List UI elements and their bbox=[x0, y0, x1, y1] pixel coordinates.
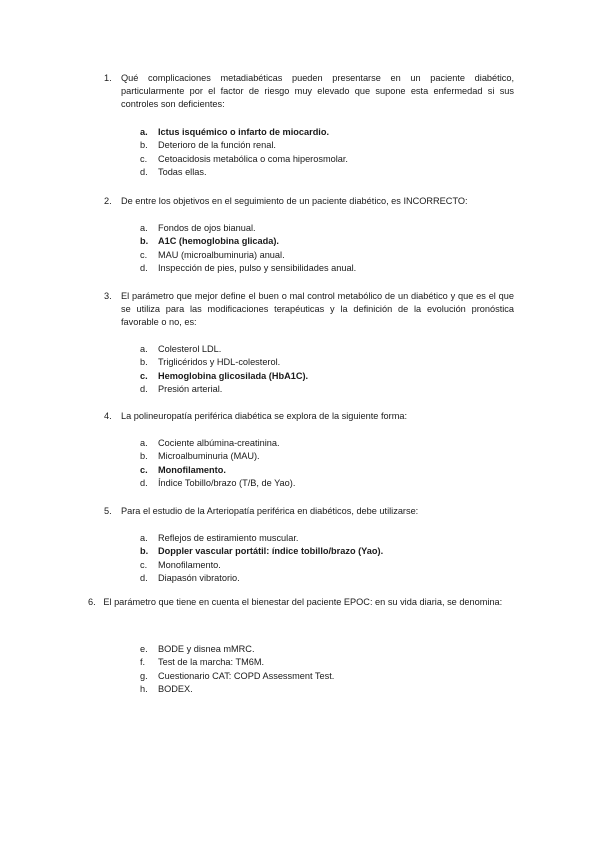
option-text: BODE y disnea mMRC. bbox=[158, 644, 255, 654]
option-text: Colesterol LDL. bbox=[158, 344, 222, 354]
question-2 bbox=[104, 195, 514, 208]
option-letter: b. bbox=[140, 236, 149, 247]
option-text: Cociente albúmina-creatinina. bbox=[158, 438, 280, 448]
question-text: El parámetro que mejor define el buen o mal control metabólico de un diabético y que es el que se utiliza para las modificaciones terapéuticas y la definición de la evolución pronóstica favorable o no, es: bbox=[121, 291, 514, 327]
option-letter: c. bbox=[140, 559, 148, 570]
option-item bbox=[140, 670, 500, 683]
option-item bbox=[140, 532, 500, 545]
option-text: Índice Tobillo/brazo (T/B, de Yao). bbox=[158, 478, 296, 489]
option-text: Doppler vascular portátil: índice tobillo/brazo (Yao). bbox=[158, 546, 384, 557]
option-text: Hemoglobina glicosilada (HbA1C). bbox=[158, 370, 309, 381]
question-text: La polineuropatía periférica diabética se explora de la siguiente forma: bbox=[121, 411, 408, 421]
option-item bbox=[140, 683, 500, 696]
question-text: De entre los objetivos en el seguimiento de un paciente diabético, es INCORRECTO: bbox=[121, 196, 468, 206]
option-letter: b. bbox=[140, 546, 149, 557]
option-item bbox=[140, 222, 500, 235]
option-text: Cuestionario CAT: COPD Assessment Test. bbox=[158, 670, 335, 681]
option-letter: a. bbox=[140, 127, 148, 137]
option-item bbox=[140, 383, 500, 396]
option-item bbox=[140, 235, 500, 248]
option-item bbox=[140, 126, 500, 139]
option-item bbox=[140, 437, 500, 450]
option-text: Monofilamento. bbox=[158, 559, 221, 570]
option-letter: c. bbox=[140, 370, 148, 381]
option-item bbox=[140, 166, 500, 179]
option-text: Reflejos de estiramiento muscular. bbox=[158, 533, 299, 543]
option-letter: c. bbox=[140, 153, 148, 164]
question-number: 5. bbox=[104, 506, 112, 516]
option-letter: b. bbox=[140, 357, 148, 368]
option-text: Inspección de pies, pulso y sensibilidades anual. bbox=[158, 263, 357, 274]
option-text: Todas ellas. bbox=[158, 167, 207, 178]
option-item bbox=[140, 477, 500, 490]
option-letter: b. bbox=[140, 140, 148, 151]
option-letter: c. bbox=[140, 464, 148, 475]
option-item bbox=[140, 572, 500, 585]
option-text: Deterioro de la función renal. bbox=[158, 140, 276, 151]
option-letter: d. bbox=[140, 167, 148, 178]
question-text bbox=[88, 596, 514, 609]
question-number: 3. bbox=[104, 291, 112, 301]
option-letter: a. bbox=[140, 223, 148, 233]
question-text-body: El parámetro que tiene en cuenta el bienestar del paciente EPOC: en su vida diaria, se denomina: bbox=[103, 597, 503, 607]
option-letter: e. bbox=[140, 644, 148, 654]
options-list-5 bbox=[140, 532, 500, 586]
option-item bbox=[140, 356, 500, 369]
option-item bbox=[140, 559, 500, 572]
option-item bbox=[140, 343, 500, 356]
option-item bbox=[140, 450, 500, 463]
question-text: Para el estudio de la Arteriopatía periférica en diabéticos, debe utilizarse: bbox=[121, 506, 419, 516]
options-list-1 bbox=[140, 126, 500, 180]
option-item bbox=[140, 262, 500, 275]
option-text: Diapasón vibratorio. bbox=[158, 573, 240, 584]
question-1 bbox=[104, 72, 514, 111]
question-number: 4. bbox=[104, 411, 112, 421]
option-item bbox=[140, 656, 500, 669]
question-6 bbox=[88, 596, 514, 609]
options-list-3 bbox=[140, 343, 500, 397]
option-item bbox=[140, 643, 500, 656]
question-text: Qué complicaciones metadiabéticas pueden presentarse en un paciente diabético, particularmente por el factor de riesgo muy elevado que supone esta enfermedad si sus controles son deficientes: bbox=[121, 73, 514, 109]
question-5 bbox=[104, 505, 514, 518]
option-item bbox=[140, 370, 500, 383]
option-text: Microalbuminuria (MAU). bbox=[158, 451, 260, 462]
option-text: BODEX. bbox=[158, 684, 193, 695]
option-text: A1C (hemoglobina glicada). bbox=[158, 236, 279, 247]
option-text: Test de la marcha: TM6M. bbox=[158, 657, 265, 668]
option-letter: d. bbox=[140, 384, 148, 395]
option-letter: f. bbox=[140, 657, 146, 668]
option-text: Ictus isquémico o infarto de miocardio. bbox=[158, 127, 330, 137]
option-text: Monofilamento. bbox=[158, 464, 226, 475]
option-letter: g. bbox=[140, 670, 148, 681]
option-text: Triglicéridos y HDL-colesterol. bbox=[158, 357, 281, 368]
options-list-2 bbox=[140, 222, 500, 276]
question-number: 6. bbox=[88, 597, 96, 607]
option-text: Cetoacidosis metabólica o coma hiperosmolar. bbox=[158, 153, 348, 164]
question-4 bbox=[104, 410, 514, 423]
option-letter: b. bbox=[140, 451, 148, 462]
option-letter: h. bbox=[140, 684, 148, 695]
question-number: 1. bbox=[104, 73, 112, 83]
option-letter: d. bbox=[140, 478, 148, 489]
question-3 bbox=[104, 290, 514, 329]
option-letter: c. bbox=[140, 249, 148, 260]
question-number: 2. bbox=[104, 196, 112, 206]
option-item bbox=[140, 249, 500, 262]
options-list-4 bbox=[140, 437, 500, 491]
option-item bbox=[140, 153, 500, 166]
option-text: Fondos de ojos bianual. bbox=[158, 223, 256, 233]
option-letter: a. bbox=[140, 438, 148, 448]
option-letter: a. bbox=[140, 533, 148, 543]
option-item bbox=[140, 464, 500, 477]
option-text: MAU (microalbuminuria) anual. bbox=[158, 249, 285, 260]
option-item bbox=[140, 545, 500, 558]
option-letter: d. bbox=[140, 263, 148, 274]
options-list-6 bbox=[140, 643, 500, 697]
option-text: Presión arterial. bbox=[158, 384, 223, 395]
option-letter: a. bbox=[140, 344, 148, 354]
option-item bbox=[140, 139, 500, 152]
option-letter: d. bbox=[140, 573, 148, 584]
